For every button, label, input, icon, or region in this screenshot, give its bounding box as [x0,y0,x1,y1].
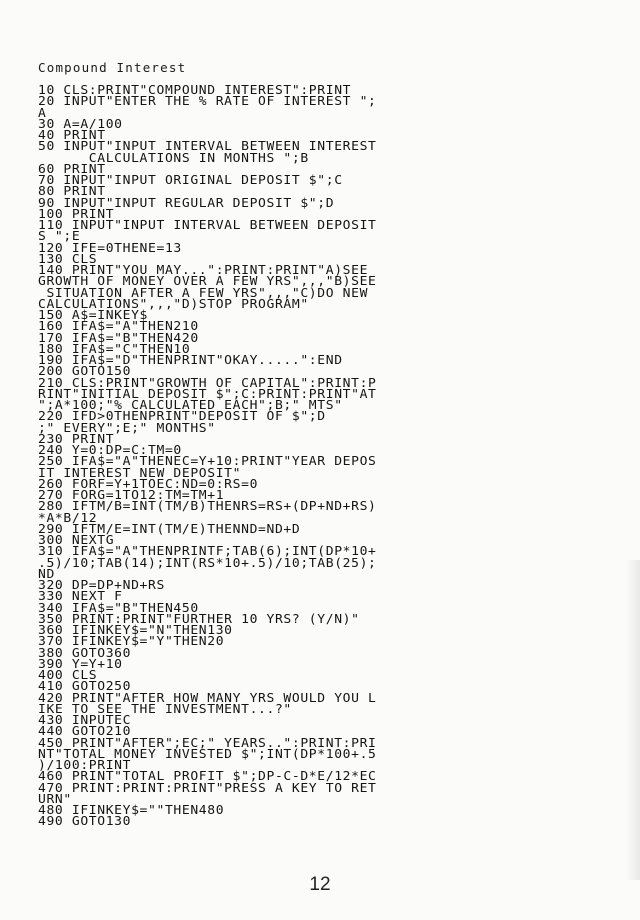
listing-line: GROWTH OF MONEY OVER A FEW YRS",,,"B)SEE [38,273,377,289]
listing-line: 130 CLS [38,250,98,266]
listing-line: SITUATION AFTER A FEW YRS",,,"C)DO NEW [38,284,369,300]
listing-line: 80 PRINT [38,183,106,199]
listing-line: 310 IFA$="A"THENPRINTF;TAB(6);INT(DP*10+ [38,543,377,559]
listing-line: ND [38,565,55,581]
listing-line: 490 GOTO130 [38,813,132,829]
listing-line: 360 IFINKEY$="N"THEN130 [38,622,233,637]
listing-line: 150 A$=INKEY$ [38,307,149,322]
listing-line: 370 IFINKEY$="Y"THEN20 [38,633,225,649]
listing-line: 380 GOTO360 [38,644,132,660]
page-number: 12 [309,874,331,895]
listing-line: 430 INPUTEC [38,712,132,727]
listing-line: 420 PRINT"AFTER HOW MANY YRS WOULD YOU L [38,689,377,705]
listing-line: 470 PRINT:PRINT:PRINT"PRESS A KEY TO RET [38,779,377,795]
listing-line: 390 Y=Y+10 [38,655,123,671]
listing-line: URN" [38,790,72,806]
listing-line: 340 IFA$="B"THEN450 [38,599,199,615]
page-edge-shadow [626,560,640,880]
listing-line: 40 PRINT [38,127,106,142]
listing-line: 90 INPUT"INPUT REGULAR DEPOSIT $";D [38,194,335,210]
listing-line: )/100:PRINT [38,757,132,772]
listing-line: IT INTEREST NEW DEPOSIT" [38,464,242,480]
listing-line: RINT"INITIAL DEPOSIT $";C:PRINT:PRINT"AT [38,385,377,401]
listing-line: 350 PRINT:PRINT"FURTHER 10 YRS? (Y/N)" [38,610,360,626]
listing-line: 190 IFA$="D"THENPRINT"OKAY.....":END [38,352,343,367]
listing-line: 60 PRINT [38,160,106,176]
listing-line: 30 A=A/100 [38,115,123,131]
listing-line: ;" EVERY";E;" MONTHS" [38,419,216,435]
listing-line: 240 Y=0:DP=C:TM=0 [38,442,182,457]
listing-line: 170 IFA$="B"THEN420 [38,329,199,345]
listing-line: 280 IFTM/B=INT(TM/B)THENRS=RS+(DP+ND+RS) [38,498,377,514]
listing-line: 230 PRINT [38,430,115,446]
listing-line: *A*B/12 [38,509,98,525]
program-listing [38,84,605,827]
listing-line: 480 IFINKEY$=""THEN480 [38,802,225,817]
listing-line: 290 IFTM/E=INT(TM/E)THENND=ND+D [38,520,301,536]
listing-line: 410 GOTO250 [38,678,132,694]
listing-line: 450 PRINT"AFTER";EC;" YEARS..":PRINT:PRI [38,734,377,750]
listing-line: 110 INPUT"INPUT INTERVAL BETWEEN DEPOSIT [38,217,377,232]
listing-line: 400 CLS [38,667,98,682]
listing-line: 10 CLS:PRINT"COMPOUND INTEREST":PRINT [38,82,352,97]
listing-line: 210 CLS:PRINT"GROWTH OF CAPITAL":PRINT:P [38,374,377,390]
listing-line: 50 INPUT"INPUT INTERVAL BETWEEN INTEREST [38,138,377,154]
listing-line: 100 PRINT [38,205,115,221]
listing-line: 120 IFE=0THENE=13 [38,239,182,255]
listing-line: 180 IFA$="C"THEN10 [38,340,191,356]
listing-line: 250 IFA$="A"THENEC=Y+10:PRINT"YEAR DEPOS [38,453,377,469]
listing-line: 70 INPUT"INPUT ORIGINAL DEPOSIT $";C [38,172,343,187]
listing-line: 200 GOTO150 [38,363,132,379]
listing-line: CALCULATIONS",,,"D)STOP PROGRAM" [38,295,309,311]
listing-line: 300 NEXTG [38,532,115,547]
listing-line: 440 GOTO210 [38,723,132,739]
listing-line: S ";E [38,228,81,244]
listing-line: 270 FORG=1TO12:TM=TM+1 [38,487,225,502]
listing-line: CALCULATIONS IN MONTHS ";B [38,149,309,165]
listing-line: 220 IFD>0THENPRINT"DEPOSIT OF $";D [38,408,326,424]
listing-line: 260 FORF=Y+1TOEC:ND=0:RS=0 [38,475,259,491]
listing-line: 140 PRINT"YOU MAY...":PRINT:PRINT"A)SEE [38,262,369,277]
listing-line: A [38,104,47,120]
listing-line: 460 PRINT"TOTAL PROFIT $";DP-C-D*E/12*EC [38,768,377,784]
listing-line: 20 INPUT"ENTER THE % RATE OF INTEREST "; [38,93,377,109]
listing-line: .5)/10;TAB(14);INT(RS*10+.5)/10;TAB(25); [38,554,377,570]
listing-title: Compound Interest [38,60,187,75]
listing-line: 330 NEXT F [38,588,123,604]
listing-line: NT"TOTAL MONEY INVESTED $";INT(DP*100+.5 [38,745,377,761]
listing-line: 160 IFA$="A"THEN210 [38,318,199,334]
listing-line: IKE TO SEE THE INVESTMENT...?" [38,700,292,716]
listing-line: ";A*100;"% CALCULATED EACH";B;" MTS" [38,397,343,412]
listing-line: 320 DP=DP+ND+RS [38,577,165,592]
